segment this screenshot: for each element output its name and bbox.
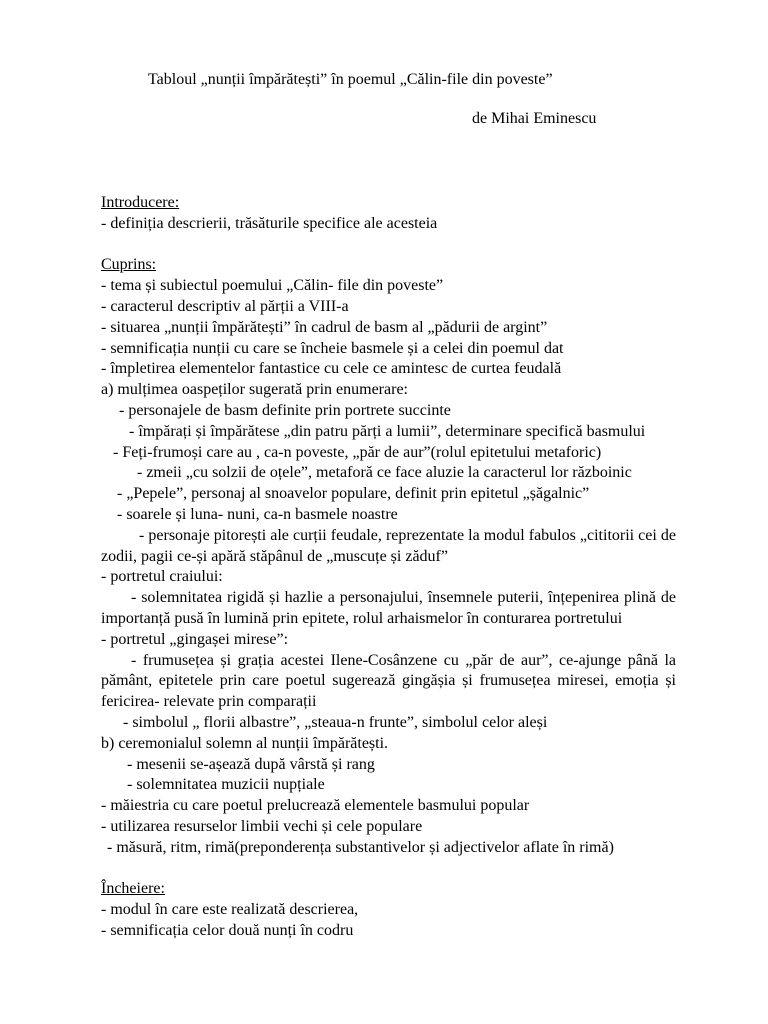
body-line: - Feți-frumoși care au , ca-n poveste, „păr de aur”(rolul epitetului metaforic) [113,443,602,461]
document-title: Tabloul „nunții împărătești” în poemul „Călin-file din poveste” [148,71,553,88]
body-line: - mesenii se-așează după vârstă și rang [127,755,375,773]
body-line: - măsură, ritm, rimă(preponderența substantivelor și adjectivelor aflate în rimă) [107,838,614,856]
end-heading: Încheiere: [101,880,165,898]
body-line: - personajele de basm definite prin portrete succinte [119,401,451,419]
body-line: b) ceremonialul solemn al nunții împărătești. [101,734,389,752]
body-line: - situarea „nunții împărătești” în cadrul de basm al „pădurii de argint” [101,318,548,336]
body-line: - portretul craiului: [101,568,223,586]
body-line: - „Pepele”, personaj al snoavelor populare, definit prin epitetul „șăgalnic” [117,485,590,503]
end-item: - modul în care este realizată descrierea, [101,901,359,919]
intro-heading: Introducere: [101,194,180,211]
body-line: - portretul „gingașei mirese”: [101,630,289,648]
body-line: a) mulțimea oaspeților sugerată prin enumerare: [101,381,408,399]
spacer [101,859,676,880]
body-line: - măiestria cu care poetul prelucrează elementele basmului popular [101,797,530,815]
body-line: - tema și subiectul poemului „Călin- file din poveste” [101,277,444,295]
body-line: - personaje pitorești ale curții feudale, reprezentate la modul fabulos „cititorii cei de zodii, pagii ce-și apără stăpânul de „muscuțe și zăduf” [101,526,676,565]
spacer [101,235,676,256]
body-line: - soarele și luna- nuni, ca-n basmele noastre [117,505,398,523]
body-line: - simbolul „ florii albastre”, „steaua-n frunte”, simbolul celor aleși [123,713,548,731]
body-line: - împletirea elementelor fantastice cu cele ce amintesc de curtea feudală [101,360,562,378]
body-line: - caracterul descriptiv al părții a VIII-a [101,297,349,315]
intro-item: - definiția descrierii, trăsăturile specifice ale acesteia [101,214,438,232]
body-line: - împărați și împărătese „din patru părți a lumii”, determinare specifică basmului [129,422,646,440]
body-line: - zmeii „cu solzii de oțele”, metaforă ce face aluzie la caracterul lor războinic [137,464,632,482]
body-heading: Cuprins: [101,256,157,274]
body-line: - frumusețea și grația acestei Ilene-Cosânzene cu „păr de aur”, ce-ajunge până la pământ, epitetele prin care poetul sugerează gingășia și frumusețea miresei, emoția și fericirea- relevate prin comparații [101,651,676,711]
body-line: - solemnitatea muzicii nupțiale [127,776,325,794]
body-line: - utilizarea resurselor limbii vechi și cele populare [101,817,423,835]
document-author: de Mihai Eminescu [472,110,597,127]
body-line: - solemnitatea rigidă și hazlie a personajului, însemnele puterii, înțepenirea plină de importanță pusă în lumină prin epitete, rolul arhaismelor în conturarea portretului [101,589,676,627]
end-item: - semnificația celor două nunți în codru [101,921,354,939]
body-line: - semnificația nunții cu care se încheie basmele și a celei din poemul dat [101,339,564,357]
document-body [101,193,676,942]
